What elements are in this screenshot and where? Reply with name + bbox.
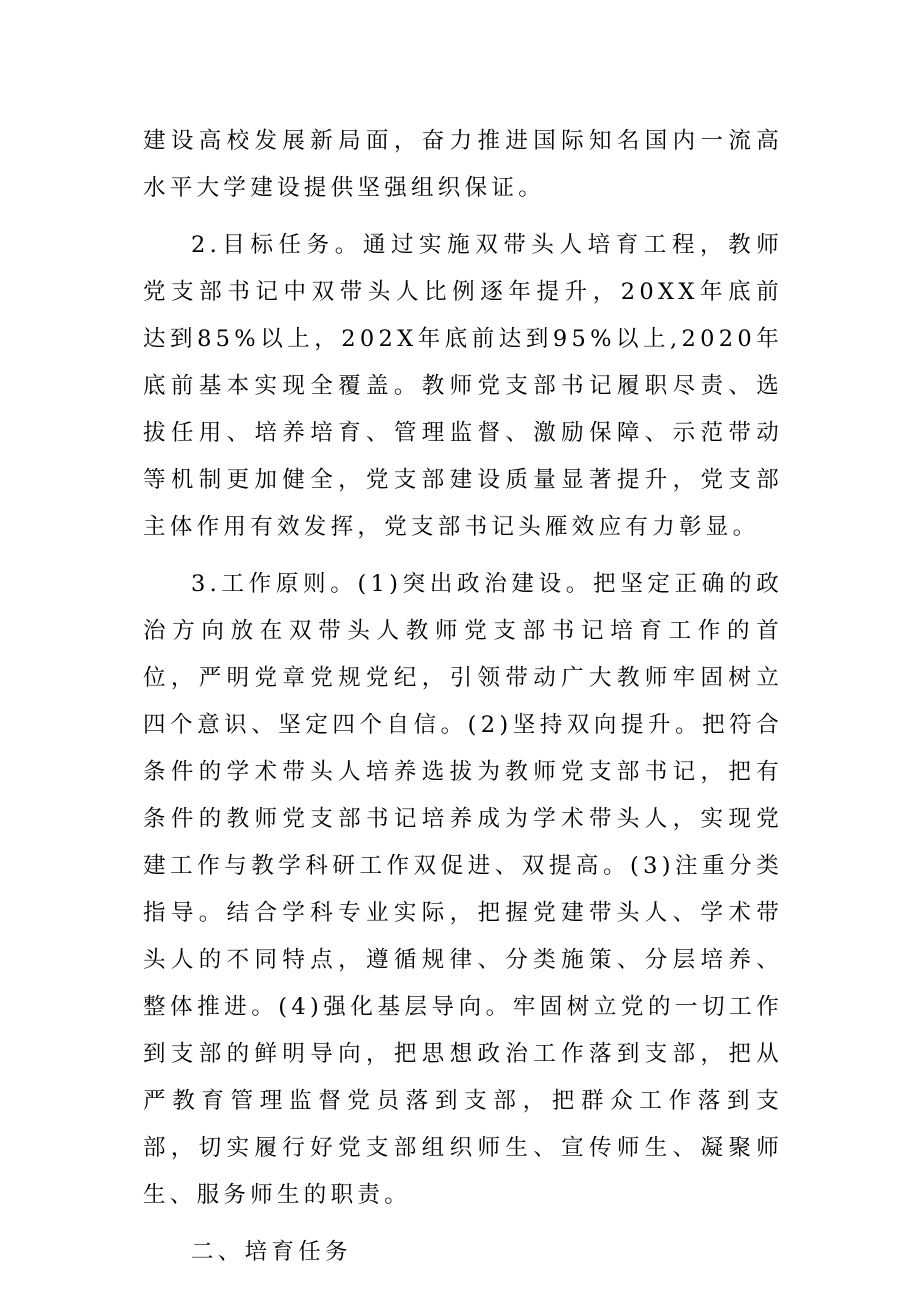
document-body [143,118,783,1276]
paragraph-continuation: 建设高校发展新局面，奋力推进国际知名国内一流高水平大学建设提供坚强组织保证。 [143,128,783,201]
paragraph-goals: 2.目标任务。通过实施双带头人培育工程，教师党支部书记中双带头人比例逐年提升，20XX年底前达到85%以上，202X年底前达到95%以上,2020年底前基本实现全覆盖。教师党支部书记履职尽责、选拔任用、培养培育、管理监督、激励保障、示范带动等机制更加健全，党支部建设质量显著提升，党支部主体作用有效发挥，党支部书记头雁效应有力彰显。 [143,232,783,540]
paragraph-principles: 3.工作原则。(1)突出政治建设。把坚定正确的政治方向放在双带头人教师党支部书记培育工作的首位，严明党章党规党纪，引领带动广大教师牢固树立四个意识、坚定四个自信。(2)坚持双向提升。把符合条件的学术带头人培养选拔为教师党支部书记，把有条件的教师党支部书记培养成为学术带头人，实现党建工作与教学科研工作双促进、双提高。(3)注重分类指导。结合学科专业实际，把握党建带头人、学术带头人的不同特点，遵循规律、分类施策、分层培养、整体推进。(4)强化基层导向。牢固树立党的一切工作到支部的鲜明导向，把思想政治工作落到支部，把从严教育管理监督党员落到支部，把群众工作落到支部，切实履行好党支部组织师生、宣传师生、凝聚师生、服务师生的职责。 [143,571,783,1208]
section-heading: 二、培育任务 [191,1239,352,1265]
